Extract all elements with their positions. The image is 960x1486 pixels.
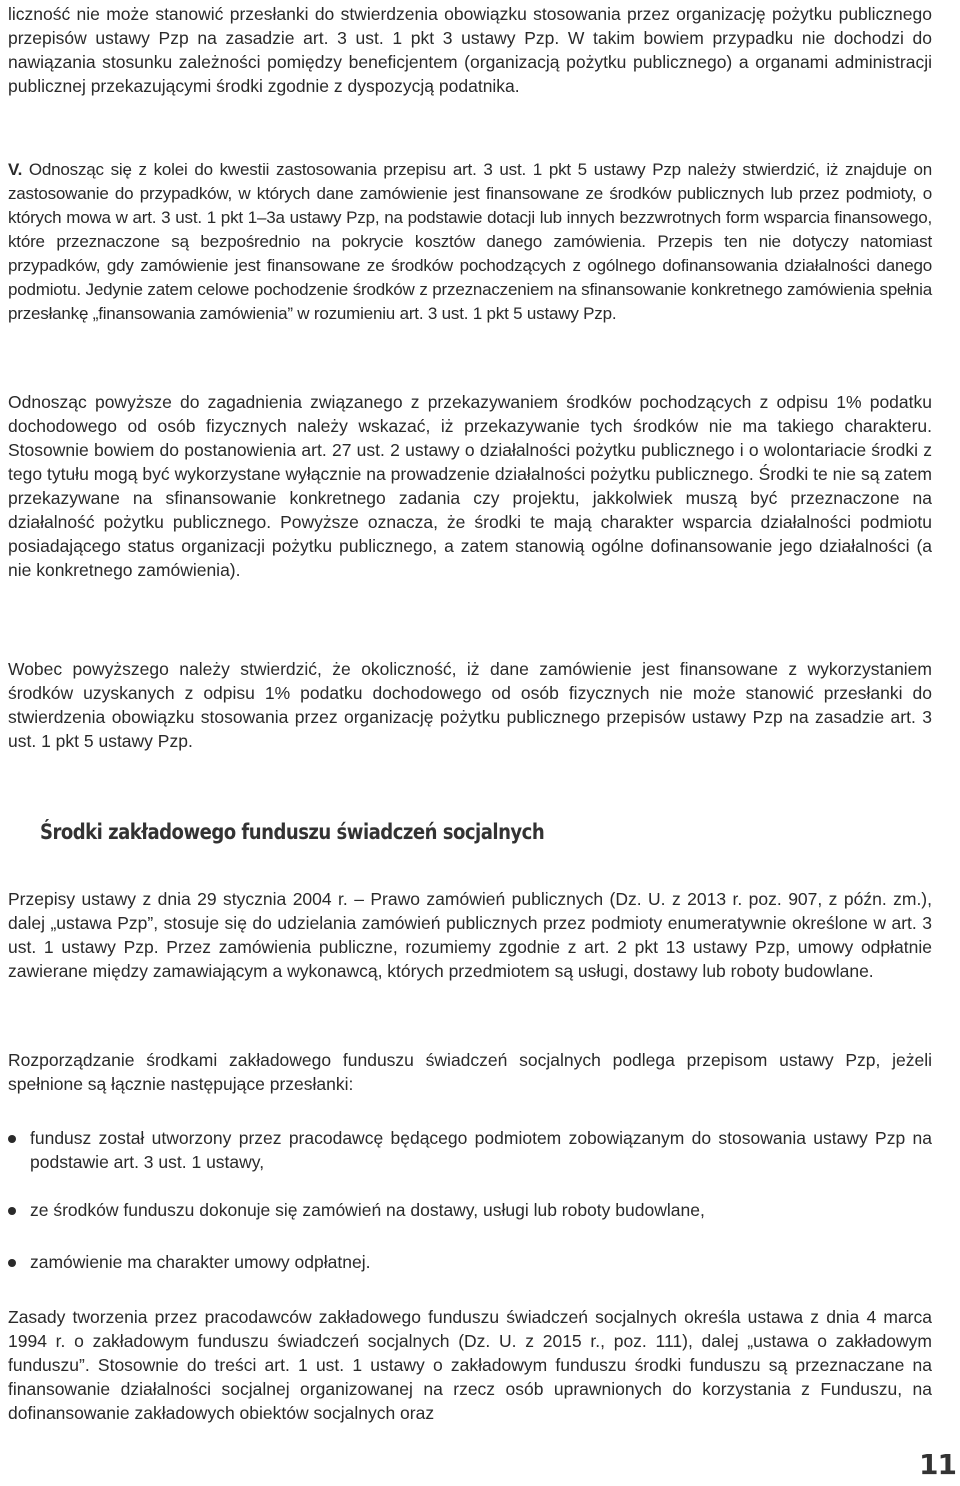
paragraph-2-text: Odnosząc się z kolei do kwestii zastosowania przepisu art. 3 ust. 1 pkt 5 ustawy Pzp należy stwierdzić, iż znajduje on zastosowanie do przypadków, w których dane zamówienie jest finansowane ze środków publicznych lub przez podmioty, o których mowa w art. 3 ust. 1 pkt 1–3a ustawy Pzp, na podstawie dotacji lub innych bezzwrotnych form wsparcia finansowego, które przeznaczone są bezpośrednio na pokrycie kosztów danego zamówienia. Przepis ten nie dotyczy natomiast przypadków, gdy zamówienie jest finansowane ze środków pochodzących z ogólnego dofinansowania działalności danego podmiotu. Jedynie zatem celowe pochodzenie środków z przeznaczeniem na sfinansowanie konkretnego zamówienia spełnia przesłankę „finansowania zamówienia” w rozumieniu art. 3 ust. 1 pkt 5 ustawy Pzp. xyxy=(8,160,932,323)
page-number: 11 xyxy=(919,1448,956,1481)
bullet-icon xyxy=(8,1135,16,1143)
paragraph-5: Przepisy ustawy z dnia 29 stycznia 2004 r. – Prawo zamówień publicznych (Dz. U. z 2013 r. poz. 907, z późn. zm.), dalej „ustawa Pzp”, stosuje się do udzielania zamówień publicznych przez podmioty enumeratywnie określone w art. 3 ust. 1 ustawy Pzp. Przez zamówienia publiczne, rozumiemy zgodnie z art. 2 pkt 13 ustawy Pzp, umowy odpłatnie zawierane między zamawiającym a wykonawcą, których przedmiotem są usługi, dostawy lub roboty budowlane. xyxy=(8,889,932,981)
requirements-list xyxy=(8,1126,932,1274)
list-item xyxy=(8,1250,932,1274)
section-marker-v: V. xyxy=(8,160,23,179)
paragraph-3: Odnosząc powyższe do zagadnienia związanego z przekazywaniem środków pochodzących z odpisu 1% podatku dochodowego od osób fizycznych należy wskazać, iż przekazywanie tych środków nie ma takiego charakteru. Stosownie bowiem do postanowienia art. 27 ust. 2 ustawy o działalności pożytku publicznego i o wolontariacie środki z tego tytułu mogą być wykorzystane wyłącznie na prowadzenie działalności pożytku publicznego. Środki te nie są zatem przekazywane na sfinansowanie konkretnego zadania czy projektu, jakkolwiek muszą być przeznaczone na działalność pożytku publicznego. Powyższe oznacza, że środki te mają charakter wsparcia działalności podmiotu posiadającego status organizacji pożytku publicznego, a zatem stanowią ogólne dofinansowanie jego działalności (a nie konkretnego zamówienia). xyxy=(8,392,932,580)
section-heading: Środki zakładowego funduszu świadczeń socjalnych xyxy=(40,820,545,844)
list-item xyxy=(8,1198,932,1222)
paragraph-2 xyxy=(8,158,932,326)
paragraph-7: Zasady tworzenia przez pracodawców zakładowego funduszu świadczeń socjalnych określa ustawa z dnia 4 marca 1994 r. o zakładowym funduszu świadczeń socjalnych (Dz. U. z 2015 r., poz. 111), dalej „ustawa o zakładowym funduszu”. Stosownie do treści art. 1 ust. 1 ustawy o zakładowym funduszu środki funduszu są przeznaczane na finansowanie działalności socjalnej organizowanej na rzecz osób uprawnionych do korzystania z Funduszu, na dofinansowanie zakładowych obiektów socjalnych oraz xyxy=(8,1307,932,1423)
list-item-text: ze środków funduszu dokonuje się zamówień na dostawy, usługi lub roboty budowlane, xyxy=(30,1200,705,1220)
paragraph-1: liczność nie może stanowić przesłanki do stwierdzenia obowiązku stosowania przez organizację pożytku publicznego przepisów ustawy Pzp na zasadzie art. 3 ust. 1 pkt 3 ustawy Pzp. W takim bowiem przypadku nie dochodzi do nawiązania stosunku zależności pomiędzy beneficjentem (organizacją pożytku publicznego) a organami administracji publicznej przekazującymi środki zgodnie z dyspozycją podatnika. xyxy=(8,4,932,96)
paragraph-6: Rozporządzanie środkami zakładowego funduszu świadczeń socjalnych podlega przepisom ustawy Pzp, jeżeli spełnione są łącznie następujące przesłanki: xyxy=(8,1050,932,1094)
bullet-icon xyxy=(8,1259,16,1267)
paragraph-4: Wobec powyższego należy stwierdzić, że okoliczność, iż dane zamówienie jest finansowane z wykorzystaniem środków uzyskanych z odpisu 1% podatku dochodowego od osób fizycznych nie może stanowić przesłanki do stwierdzenia obowiązku stosowania przez organizację pożytku publicznego przepisów ustawy Pzp na zasadzie art. 3 ust. 1 pkt 5 ustawy Pzp. xyxy=(8,659,932,751)
bullet-icon xyxy=(8,1207,16,1215)
list-item-text: zamówienie ma charakter umowy odpłatnej. xyxy=(30,1252,371,1272)
list-item xyxy=(8,1126,932,1174)
list-item-text: fundusz został utworzony przez pracodawcę będącego podmiotem zobowiązanym do stosowania ustawy Pzp na podstawie art. 3 ust. 1 ustawy, xyxy=(30,1128,932,1172)
